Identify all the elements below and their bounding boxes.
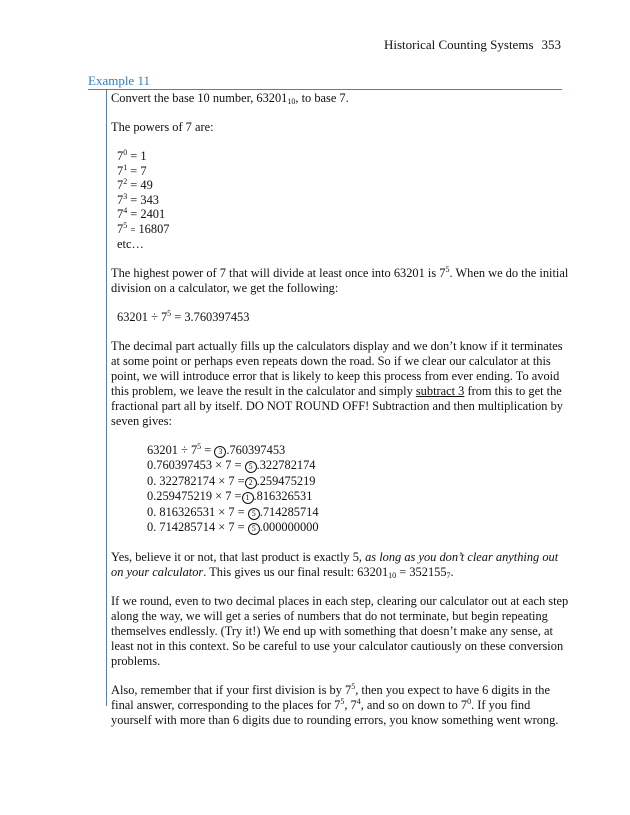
circled-digit: 5 [248, 508, 260, 520]
circled-digit: 1 [242, 492, 254, 504]
example-side-rule [106, 89, 107, 706]
step-row: 0. 714285714 × 7 = 5 .000000000 [147, 520, 319, 535]
initial-division: $63201 \div 7^5 = 3.760397453$ [117, 308, 250, 324]
conversion-steps [147, 443, 569, 537]
step-row: 0. 322782174 × 7 = 2 .259475219 [147, 473, 316, 488]
power-row: $7^2 = 49$ [117, 177, 153, 192]
step-row: $63201 \div 7^5 = 3$ .760397453 [147, 441, 286, 457]
highest-power-para: The highest power of 7 that will divide at least once into 63201 is $7^5$. When we do the initial division on a calculator, we get the following: [111, 264, 569, 295]
result-para: Yes, believe it or not, that last product is exactly 5, as long as you don’t clear anything out on your calculator. This gives us our final result: $63201_{10} = 352155_7$. [111, 550, 559, 581]
digits-para: Also, remember that if your first division is by $7^5$, then you expect to have 6 digits in the final answer, corresponding to the places for $7^5$, $7^4$, and so on down to $7^0$. If you find yourself with more than 6 digits due to rounding errors, you know something went wrong. [111, 682, 559, 728]
power-row: $7^5 = 16807$ [117, 220, 170, 236]
step-row: 0. 816326531 × 7 = 5 .714285714 [147, 504, 319, 519]
example-label: Example 11 [88, 73, 150, 88]
decimal-para: The decimal part actually fills up the calculators display and we don’t know if it terminates at some point or perhaps even repeats down the road. So if we clear our calculator at this point, we will introduce error that is likely to keep this process from ever ending. To avoid this problem, we leave the result in the calculator and simply subtract 3 from this to get the fractional part all by itself. DO NOT ROUND OFF! Subtraction and then multiplication by seven gives: [111, 338, 563, 428]
step-row: 0.259475219 × 7 = 1 .816326531 [147, 489, 313, 504]
running-header [384, 37, 561, 53]
page-number: 353 [541, 37, 561, 52]
powers-etc: etc… [117, 237, 144, 251]
example-top-rule [88, 89, 562, 90]
power-row: $7^3 = 343$ [117, 191, 159, 207]
power-row: $7^0 = 1$ [117, 148, 147, 163]
step-row: 0.760397453 × 7 = 5 .322782174 [147, 458, 316, 473]
example-prompt: Convert the base 10 number, $63201_{10}$, to base 7. [111, 91, 349, 106]
circled-digit: 3 [214, 446, 226, 458]
circled-digit: 2 [245, 477, 257, 489]
circled-digit: 5 [245, 461, 257, 473]
power-row: $7^1 = 7$ [117, 162, 147, 178]
rounding-para: If we round, even to two decimal places in each step, clearing our calculator out at each step along the way, we will get a series of numbers that do not terminate, but begin repeating themselves endlessly. (Try it!) We end up with something that doesn’t make any sense, at least not in this context. So be careful to use your calculator cautiously on these conversion problems. [111, 594, 569, 669]
powers-list [117, 149, 569, 252]
powers-intro: The powers of 7 are: [111, 120, 214, 134]
power-row: $7^4 = 2401$ [117, 206, 166, 221]
running-title: Historical Counting Systems [384, 37, 534, 52]
example-body [111, 91, 569, 742]
circled-digit: 5 [248, 523, 260, 535]
